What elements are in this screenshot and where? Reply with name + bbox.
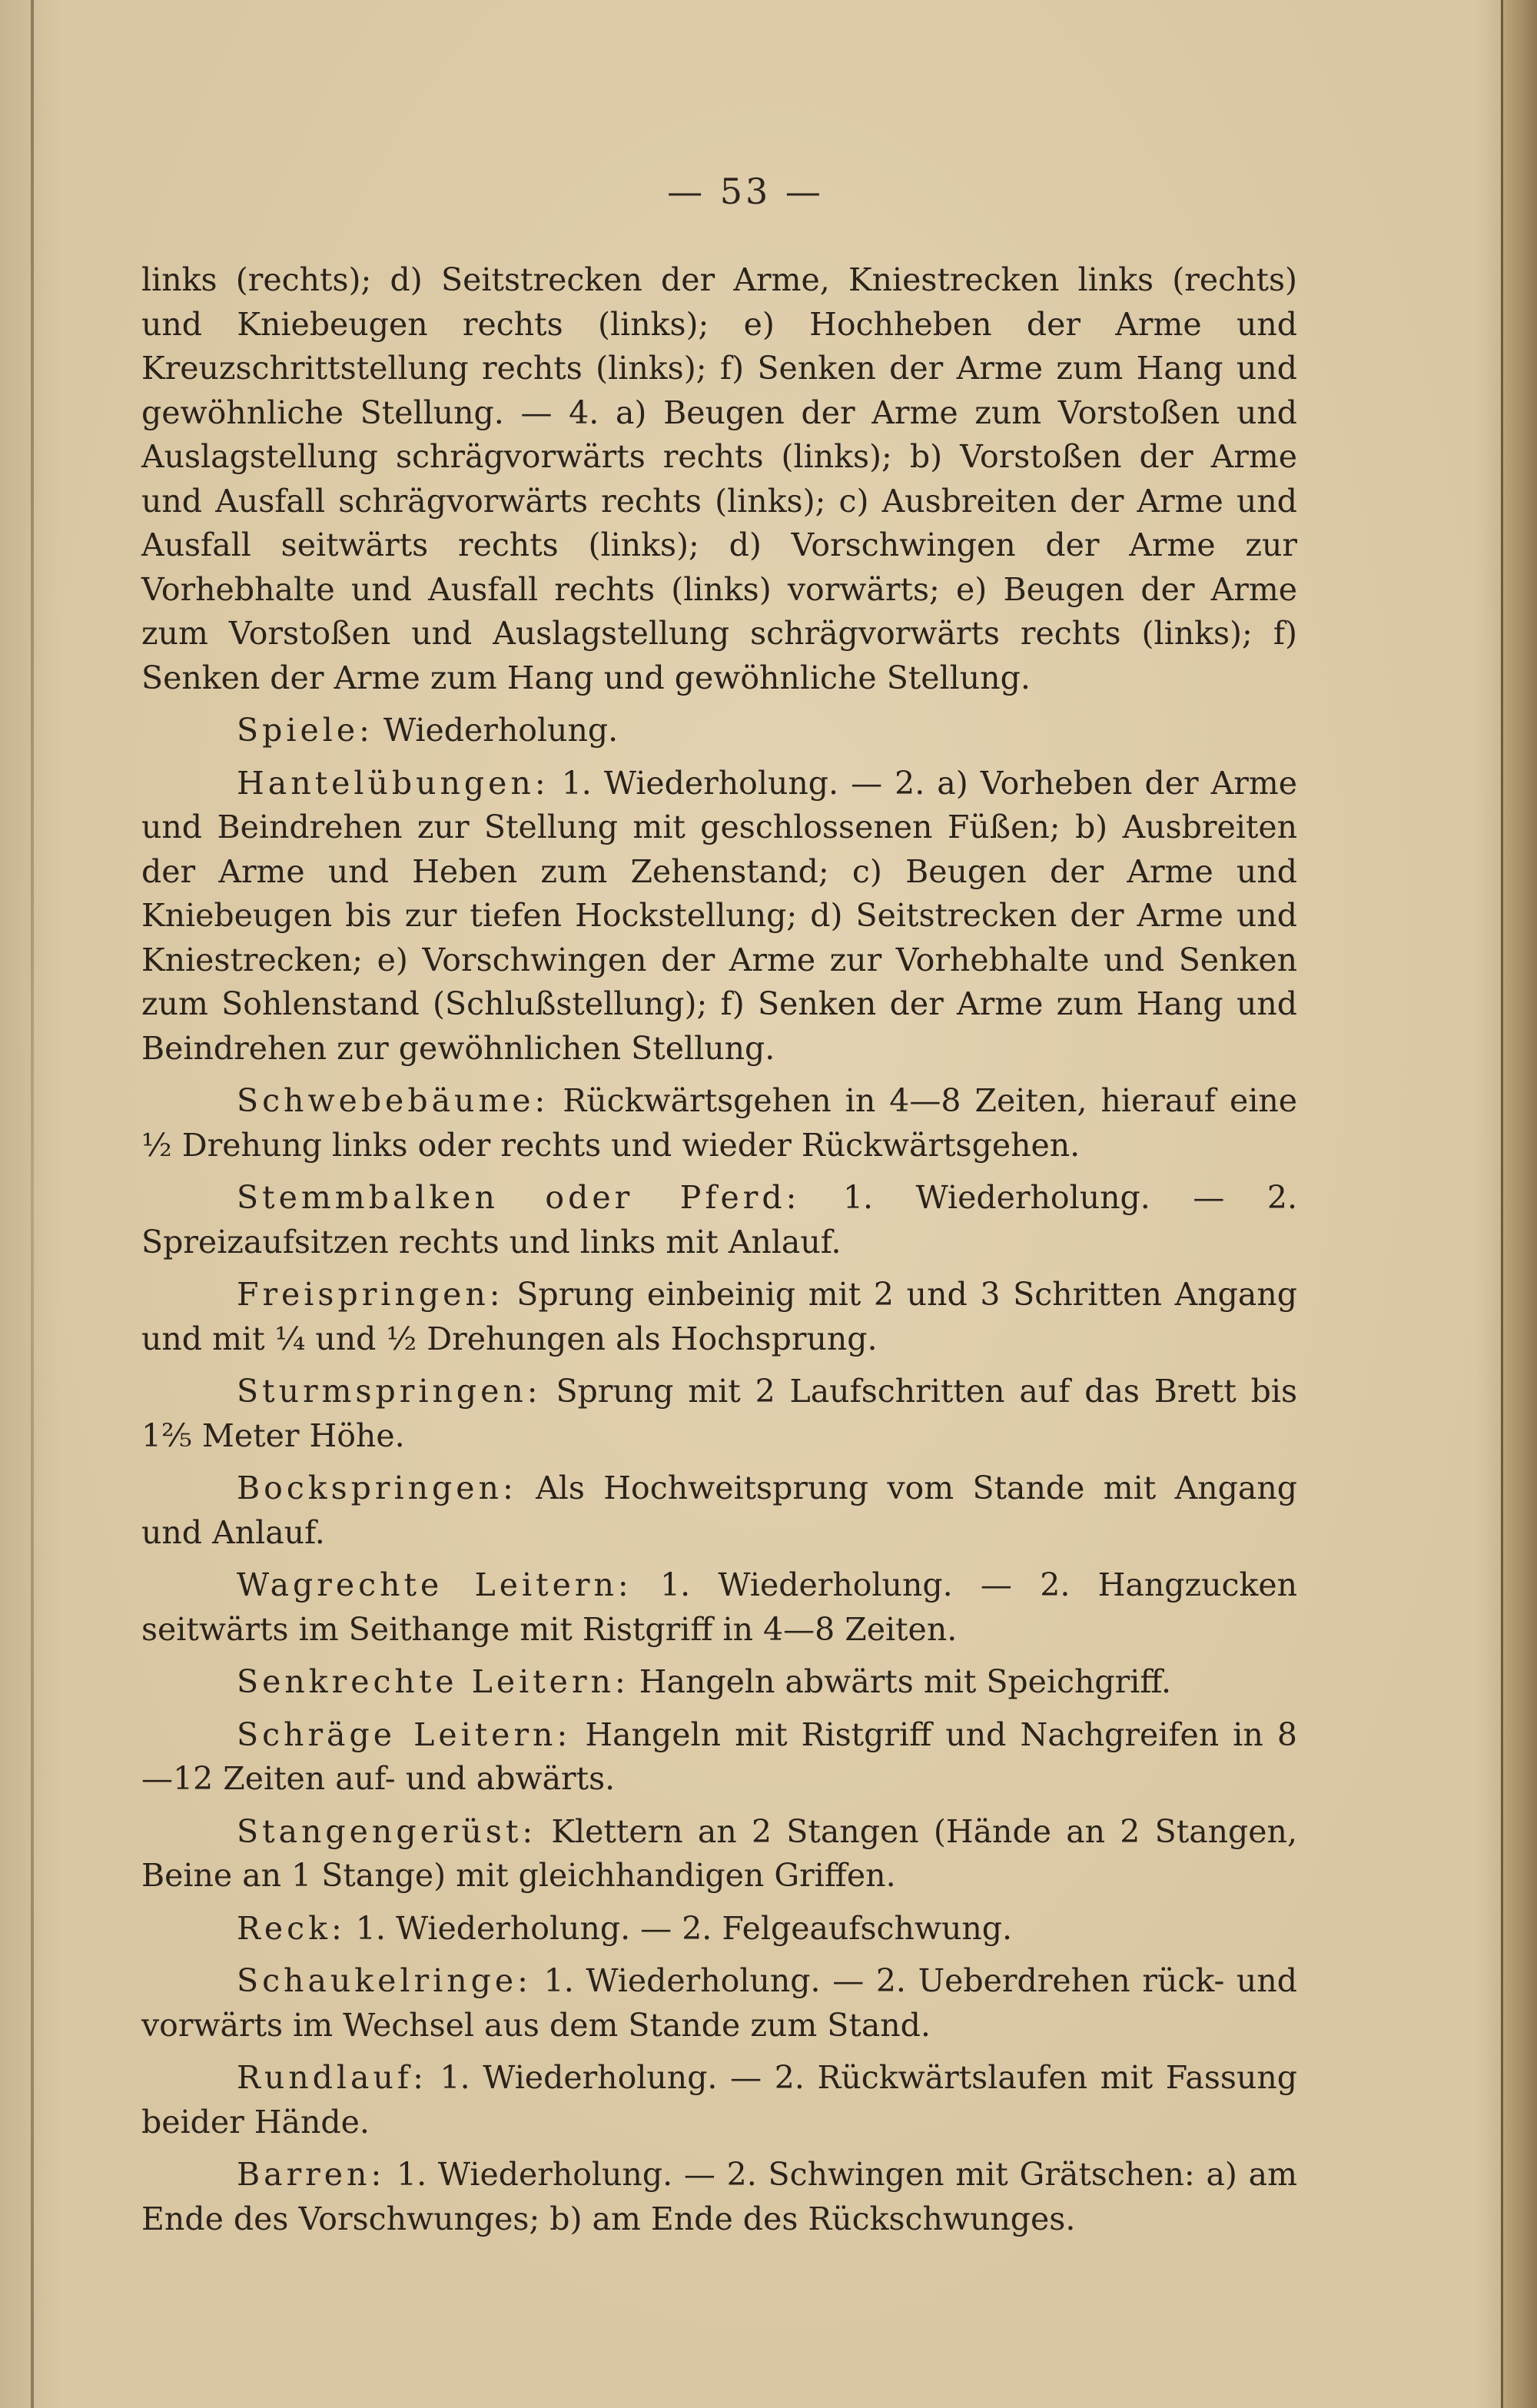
- paragraph-schaukelringe: [141, 1959, 1297, 2048]
- paragraph-text: Hangeln mit Ristgriff und Nachgreifen in 8—12 Zeiten auf- und abwärts.: [141, 1715, 1298, 1797]
- paragraph-continuation: [141, 258, 1297, 700]
- paragraph-senkrechte-leitern: [141, 1660, 1297, 1705]
- paragraph-text: Klettern an 2 Stangen (Hände an 2 Stangen, Beine an 1 Stange) mit gleichhandigen Griffen.: [141, 1812, 1297, 1894]
- paragraph-text: Rückwärtsgehen in 4—8 Zeiten, hierauf eine ½ Drehung links oder rechts und wieder Rückwärtsgehen.: [141, 1082, 1297, 1164]
- paragraph-reck: [141, 1907, 1297, 1951]
- paragraph-text: Sprung mit 2 Laufschritten auf das Brett bis 1⅖ Meter Höhe.: [141, 1373, 1297, 1454]
- paragraph-term: Wagrechte Leitern:: [237, 1566, 632, 1603]
- paragraph-term: Sturmspringen:: [237, 1373, 542, 1410]
- paragraph-bockspringen: [141, 1466, 1297, 1555]
- paragraph-text: Als Hochweitsprung vom Stande mit Angang und Anlauf.: [141, 1470, 1297, 1551]
- paragraph-term: Barren:: [237, 2156, 386, 2193]
- left-margin-line: [31, 0, 34, 2408]
- paragraph-term: Hantelübungen:: [237, 764, 549, 802]
- paragraph-text: 1. Wiederholung. — 2. Hangzucken seitwärts im Seithange mit Ristgriff in 4—8 Zeiten.: [141, 1566, 1297, 1648]
- page-right-edge: [1501, 0, 1537, 2408]
- paragraph-term: Spiele:: [237, 712, 373, 749]
- paragraph-term: Senkrechte Leitern:: [237, 1663, 629, 1700]
- paragraph-text: 1. Wiederholung. — 2. Rückwärtslaufen mit Fassung beider Hände.: [141, 2059, 1297, 2141]
- paragraph-text: 1. Wiederholung. — 2. Schwingen mit Grätschen: a) am Ende des Vorschwunges; b) am Ende des Rückschwunges.: [141, 2156, 1297, 2237]
- paragraph-stangengeruest: [141, 1810, 1297, 1898]
- body-text: [141, 258, 1297, 2241]
- paragraph-text: 1. Wiederholung. — 2. Ueberdrehen rück- und vorwärts im Wechsel aus dem Stande zum Stand.: [141, 1962, 1297, 2044]
- paragraph-text: 1. Wiederholung. — 2. Felgeaufschwung.: [345, 1909, 1013, 1947]
- paragraph-text: 1. Wiederholung. — 2. Spreizaufsitzen rechts und links mit Anlauf.: [141, 1179, 1297, 1260]
- paragraph-text: Hangeln abwärts mit Speichgriff.: [629, 1663, 1172, 1700]
- paragraph-text: 1. Wiederholung. — 2. a) Vorheben der Arme und Beindrehen zur Stellung mit geschlossenen Füßen; b) Ausbreiten der Arme und Heben zum Zehenstand; c) Beugen der Arme und Kniebeugen bis zur tiefen Hockstellung; d) Seitstrecken der Arme und Kniestrecken; e) Vorschwingen der Arme zur Vorhebhalte und Senken zum Sohlenstand (Schlußstellung); f) Senken der Arme zum Hang und Beindrehen zur gewöhnlichen Stellung.: [141, 764, 1297, 1067]
- paragraph-term: Rundlauf:: [237, 2059, 427, 2096]
- paragraph-term: Stangengerüst:: [237, 1812, 537, 1850]
- paragraph-freispringen: [141, 1273, 1297, 1361]
- paragraph-term: Schaukelringe:: [237, 1962, 532, 1999]
- paragraph-schwebebaeume: [141, 1079, 1297, 1167]
- paragraph-sturmspringen: [141, 1370, 1297, 1458]
- paragraph-text: Wiederholung.: [373, 712, 619, 749]
- paragraph-text: links (rechts); d) Seitstrecken der Arme, Kniestrecken links (rechts) und Kniebeugen rechts (links); e) Hochheben der Arme und Kreuzschrittstellung rechts (links); f) Senken der Arme zum Hang und gewöhnliche Stellung. — 4. a) Beugen der Arme zum Vorstoßen und Auslagstellung schrägvorwärts rechts (links); b) Vorstoßen der Arme und Ausfall schrägvorwärts rechts (links); c) Ausbreiten der Arme und Ausfall seitwärts rechts (links); d) Vorschwingen der Arme zur Vorhebhalte und Ausfall rechts (links) vorwärts; e) Beugen der Arme zum Vorstoßen und Auslagstellung schrägvorwärts rechts (links); f) Senken der Arme zum Hang und gewöhnliche Stellung.: [141, 261, 1297, 696]
- paragraph-term: Reck:: [237, 1909, 346, 1947]
- paragraph-wagrechte-leitern: [141, 1563, 1297, 1652]
- page-number: — 53 —: [667, 171, 824, 212]
- paragraph-barren: [141, 2153, 1297, 2241]
- paragraph-text: Sprung einbeinig mit 2 und 3 Schritten Angang und mit ¼ und ½ Drehungen als Hochsprung.: [141, 1276, 1297, 1357]
- paragraph-term: Bockspringen:: [237, 1470, 517, 1506]
- paragraph-hanteluebungen: [141, 762, 1297, 1071]
- paragraph-term: Freispringen:: [237, 1276, 504, 1313]
- paragraph-spiele: [141, 709, 1297, 753]
- paragraph-schraege-leitern: [141, 1713, 1297, 1802]
- paragraph-term: Schwebebäume:: [237, 1082, 549, 1119]
- paragraph-rundlauf: [141, 2056, 1297, 2144]
- paragraph-term: Stemmbalken oder Pferd:: [237, 1179, 801, 1216]
- paragraph-stemmbalken: [141, 1176, 1297, 1264]
- paragraph-term: Schräge Leitern:: [237, 1715, 572, 1753]
